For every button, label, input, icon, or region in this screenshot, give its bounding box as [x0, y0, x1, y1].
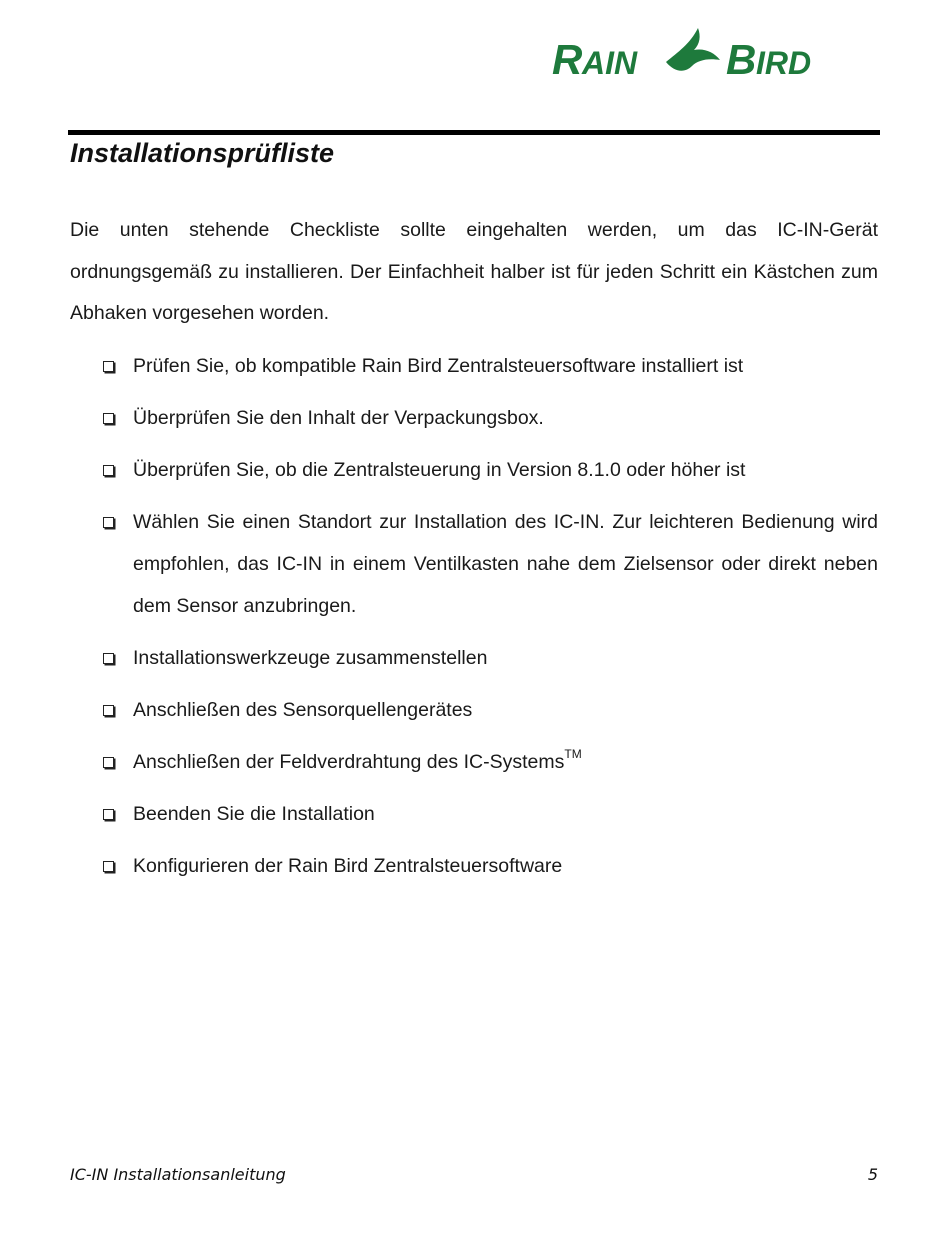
list-item: [0, 345, 878, 387]
svg-text:AIN: AIN: [582, 45, 638, 81]
checklist-item-text: Beenden Sie die Installation: [133, 803, 375, 825]
checkbox-icon[interactable]: [103, 757, 114, 768]
svg-text:IRD: IRD: [756, 45, 812, 81]
checklist-item-text: Wählen Sie einen Standort zur Installation des IC-IN. Zur leichteren Bedienung wird empfohlen, das IC-IN in einem Ventilkasten nahe dem Zielsensor oder direkt neben dem Sensor anzubringen.: [133, 511, 878, 617]
installation-checklist: [0, 345, 950, 897]
trademark-superscript: TM: [564, 747, 582, 761]
svg-text:R: R: [552, 36, 583, 83]
checklist-item-text: Prüfen Sie, ob kompatible Rain Bird Zentralsteuersoftware installiert ist: [133, 355, 744, 377]
checkbox-icon[interactable]: [103, 809, 114, 820]
list-item: [0, 689, 878, 731]
checkbox-icon[interactable]: [103, 517, 114, 528]
list-item: [0, 397, 878, 439]
list-item: [0, 637, 878, 679]
checkbox-icon[interactable]: [103, 413, 114, 424]
svg-text:B: B: [726, 36, 757, 83]
title-divider: [68, 130, 880, 135]
list-item: [0, 501, 878, 627]
page-title: Installationsprüfliste: [70, 138, 335, 168]
list-item: [0, 793, 878, 835]
rain-bird-logo: [548, 22, 848, 86]
checklist-item-text: Überprüfen Sie, ob die Zentralsteuerung in Version 8.1.0 oder höher ist: [133, 459, 746, 481]
checkbox-icon[interactable]: [103, 705, 114, 716]
footer-document-name: IC-IN Installationsanleitung: [70, 1165, 286, 1184]
checklist-item-text: Installationswerkzeuge zusammenstellen: [133, 647, 488, 669]
checklist-item-text: Anschließen des Sensorquellengerätes: [133, 699, 473, 721]
checkbox-icon[interactable]: [103, 861, 114, 872]
checkbox-icon[interactable]: [103, 653, 114, 664]
checkbox-icon[interactable]: [103, 361, 114, 372]
checklist-item-text: Anschließen der Feldverdrahtung des IC-Systems: [133, 751, 565, 773]
bird-icon: [548, 22, 848, 86]
footer-page-number: 5: [867, 1165, 878, 1184]
list-item: [0, 845, 878, 887]
intro-paragraph: Die unten stehende Checkliste sollte eingehalten werden, um das IC-IN-Gerät ordnungsgemäß zu installieren. Der Einfachheit halber ist für jeden Schritt ein Kästchen zum Abhaken vorgesehen worden.: [70, 219, 878, 324]
checklist-item-text: Überprüfen Sie den Inhalt der Verpackungsbox.: [133, 407, 544, 429]
checkbox-icon[interactable]: [103, 465, 114, 476]
list-item: [0, 741, 878, 783]
checklist-item-text: Konfigurieren der Rain Bird Zentralsteuersoftware: [133, 855, 563, 877]
list-item: [0, 449, 878, 491]
